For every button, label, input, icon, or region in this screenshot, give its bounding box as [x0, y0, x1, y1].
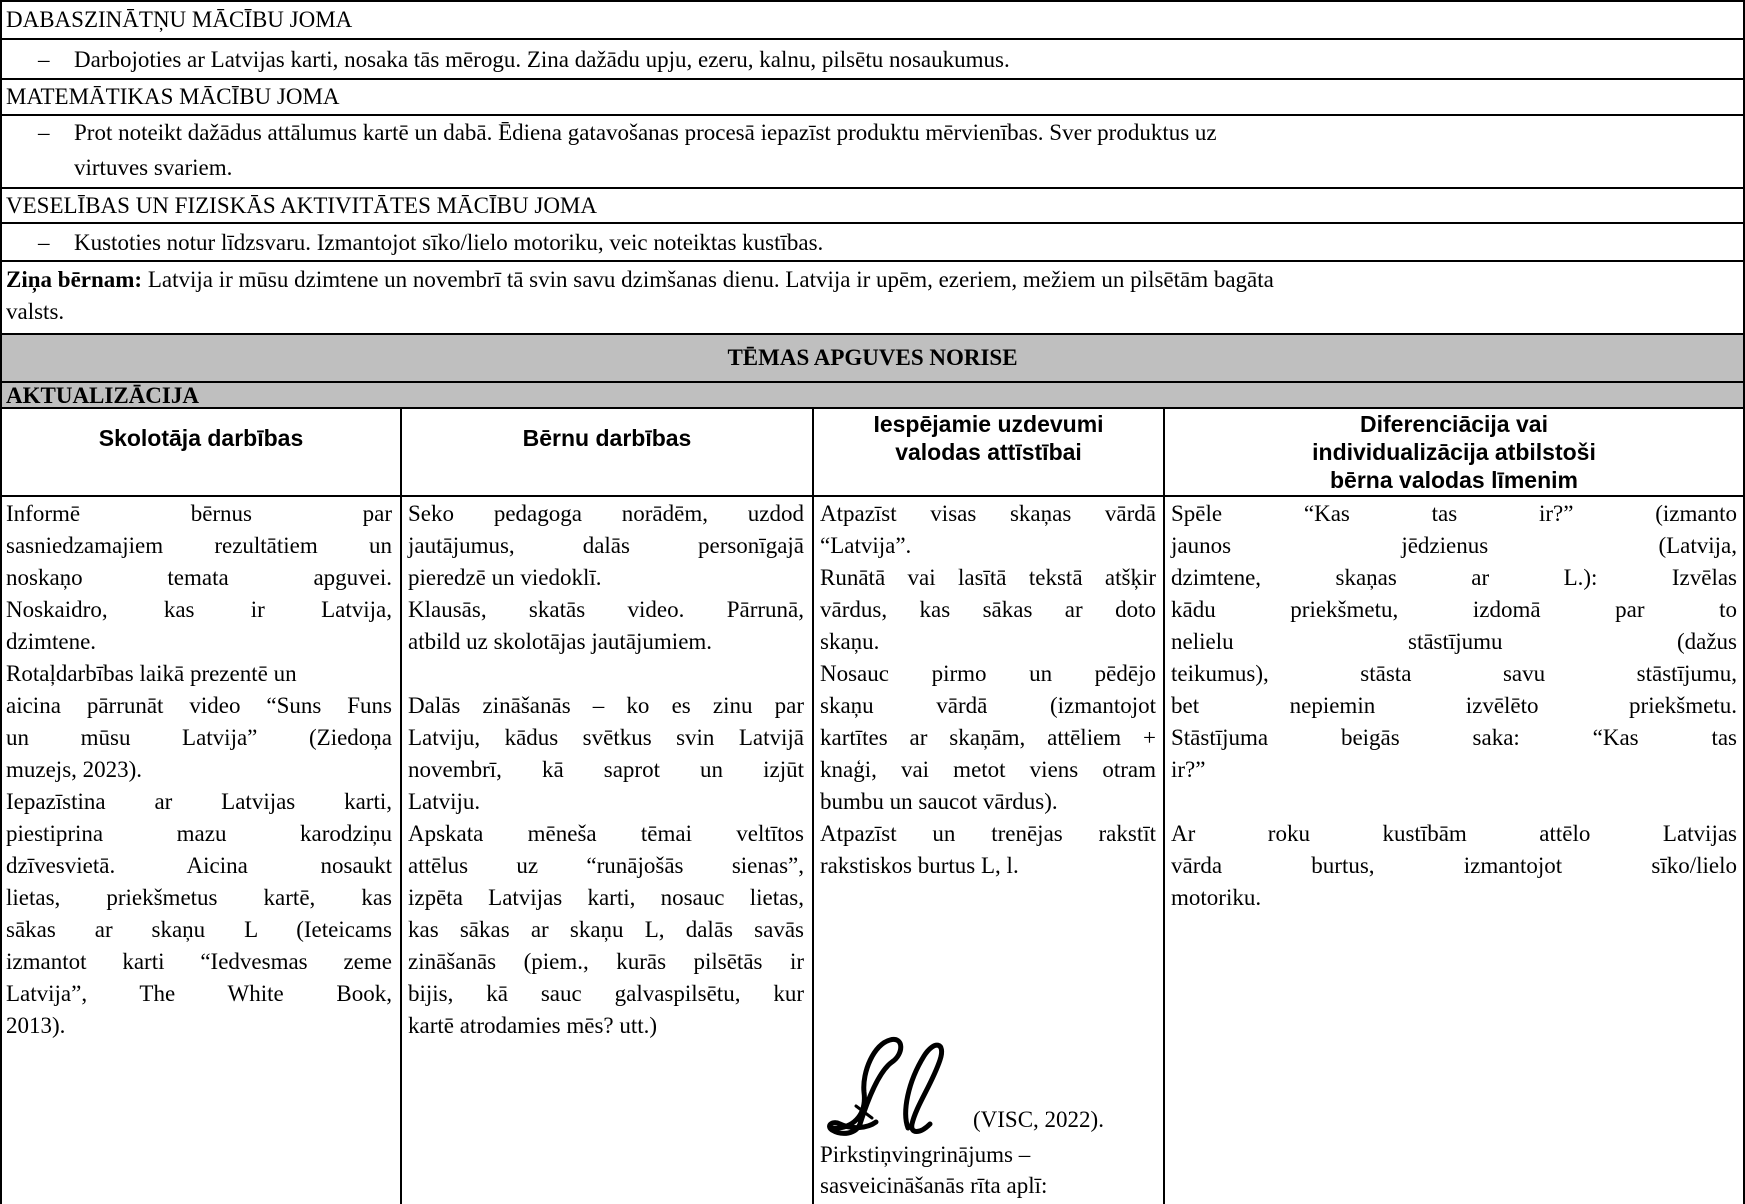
cell-line: Noskaidro, kas ir Latvija, [6, 597, 392, 622]
cell-line [1171, 786, 1737, 818]
cell-line: teikumus), stāsta savu stāstījumu, [1171, 661, 1737, 686]
message-line-1 [6, 264, 1274, 296]
cell-line: “Latvija”. [820, 533, 912, 558]
message-line-2: valsts. [6, 299, 65, 324]
message-text: Latvija ir mūsu dzimtene un novembrī tā svin savu dzimšanas dienu. Latvija ir upēm, ezeriem, mežiem un pilsētām bagāta [142, 267, 1274, 292]
row-divider [0, 222, 1745, 224]
cell-line: Latviju. [408, 789, 481, 814]
cell-line: Ar roku kustībām attēlo Latvijas [1171, 821, 1737, 846]
cell-line: Runātā vai lasītā tekstā atšķir [820, 565, 1156, 590]
cell-line: rakstiskos burtus L, l. [820, 853, 1019, 878]
cell-line: bumbu un saucot vārdus). [820, 789, 1058, 814]
cell-line: zināšanās (piem., kurās pilsētās ir [408, 949, 804, 974]
section-heading-mathematics: MATEMĀTIKAS MĀCĪBU JOMA [6, 84, 340, 109]
cell-line: un mūsu Latvija” (Ziedoņa [6, 725, 392, 750]
phase-header-bg [2, 383, 1743, 407]
cell-line: aicina pārrunāt video “Suns Funs [6, 693, 392, 718]
section-heading-natural-sciences: DABASZINĀTŅU MĀCĪBU JOMA [6, 7, 353, 32]
differentiation-cell [1171, 498, 1737, 914]
cell-line: ir?” [1171, 757, 1206, 782]
cell-line: jautājumus, dalās personīgajā [408, 533, 804, 558]
cell-line: izmantot karti “Iedvesmas zeme [6, 949, 392, 974]
column-header-line: Diferenciācija vai [1360, 411, 1548, 437]
section-bullet-line: Darbojoties ar Latvijas karti, nosaka tās mērogu. Zina dažādu upju, ezeru, kalnu, pilsētu nosaukumus. [74, 47, 1010, 72]
cell-line: motoriku. [1171, 885, 1262, 910]
cell-line: noskaņo temata apguvei. [6, 565, 392, 590]
cell-line: Iepazīstina ar Latvijas karti, [6, 789, 392, 814]
cell-line: Atpazīst un trenējas rakstīt [820, 821, 1156, 846]
cell-line: Informē bērnus par [6, 501, 392, 526]
column-header-line: bērna valodas līmenim [1330, 467, 1578, 493]
cell-line: atbild uz skolotājas jautājumiem. [408, 629, 713, 654]
cell-line: Rotaļdarbības laikā prezentē un [6, 661, 297, 686]
theme-header: TĒMAS APGUVES NORISE [727, 345, 1018, 370]
column-header-line: Skolotāja darbības [98, 425, 304, 451]
row-divider [0, 38, 1745, 40]
cell-line: vārdus, kas sākas ar doto [820, 597, 1156, 622]
cell-line: Spēle “Kas tas ir?” (izmanto [1171, 501, 1737, 526]
cell-line: Apskata mēneša tēmai veltītos [408, 821, 804, 846]
cell-line: sasniedzamajiem rezultātiem un [6, 533, 392, 558]
bullet-dash: – [38, 230, 50, 255]
column-header-teacher [2, 424, 400, 452]
column-divider [1163, 407, 1165, 1204]
cell-line: skaņu vārdā (izmantojot [820, 693, 1156, 718]
cell-line: Klausās, skatās video. Pārrunā, [408, 597, 804, 622]
section-bullet-line: Prot noteikt dažādus attālumus kartē un dabā. Ēdiena gatavošanas procesā iepazīst produktu mērvienības. Sver produktus uz [74, 120, 1217, 145]
cell-line: muzejs, 2023). [6, 757, 143, 782]
cell-line: skaņu. [820, 629, 880, 654]
image-citation: (VISC, 2022). [973, 1107, 1104, 1132]
cell-line: kartē atrodamies mēs? utt.) [408, 1013, 658, 1038]
cell-line: bijis, kā sauc galvaspilsētu, kur [408, 981, 804, 1006]
cell-line: jaunos jēdzienus (Latvija, [1171, 533, 1737, 558]
cell-line: dzimtene, skaņas ar L.): Izvēlas [1171, 565, 1737, 590]
cell-line: kas sākas ar skaņu L, dalās savās [408, 917, 804, 942]
cell-line: dzīvesvietā. Aicina nosaukt [6, 853, 392, 878]
cell-line: vārda burtus, izmantojot sīko/lielo [1171, 853, 1737, 878]
column-header-line: valodas attīstībai [895, 439, 1082, 465]
column-header-language-tasks [814, 410, 1163, 466]
cell-line: sākas ar skaņu L (Ieteicams [6, 917, 392, 942]
cursive-letter-l-image [812, 1032, 962, 1142]
cell-line: Seko pedagoga norādēm, uzdod [408, 501, 804, 526]
cell-line: sasveicināšanās rīta aplī: [820, 1173, 1048, 1198]
cell-line: Atpazīst visas skaņas vārdā [820, 501, 1156, 526]
section-bullet-line: Kustoties notur līdzsvaru. Izmantojot sīko/lielo motoriku, veic noteiktas kustības. [74, 230, 824, 255]
cell-line: attēlus uz “runājošās sienas”, [408, 853, 804, 878]
cell-line: nelielu stāstījumu (dažus [1171, 629, 1737, 654]
row-divider [0, 407, 1745, 409]
row-divider [0, 187, 1745, 189]
bullet-dash: – [38, 47, 50, 72]
cell-line: dzimtene. [6, 629, 97, 654]
phase-header: AKTUALIZĀCIJA [6, 383, 199, 408]
language-tasks-cell [820, 498, 1156, 882]
column-header-line: Iespējamie uzdevumi [873, 411, 1104, 437]
bullet-dash: – [38, 120, 50, 145]
teacher-activities-cell [6, 498, 392, 1042]
cell-line: Latviju, kādus svētkus svin Latvijā [408, 725, 804, 750]
cell-line: Stāstījuma beigās saka: “Kas tas [1171, 725, 1737, 750]
cell-line: Pirkstiņvingrinājums – [820, 1142, 1031, 1167]
cell-line: pieredzē un viedoklī. [408, 565, 602, 590]
column-divider [400, 407, 402, 1204]
cell-line: novembrī, kā saprot un izjūt [408, 757, 804, 782]
cell-line: lietas, priekšmetus kartē, kas [6, 885, 392, 910]
section-bullet-line: virtuves svariem. [74, 155, 233, 180]
column-header-children [402, 424, 812, 452]
row-divider [0, 114, 1745, 116]
cell-line: bet nepiemin izvēlēto priekšmetu. [1171, 693, 1737, 718]
table-top-border [0, 0, 1745, 2]
cell-line: izpēta Latvijas karti, nosauc lietas, [408, 885, 804, 910]
cell-line: piestiprina mazu karodziņu [6, 821, 392, 846]
row-divider [0, 495, 1745, 497]
cell-line: Dalās zināšanās – ko es zinu par [408, 693, 804, 718]
message-label: Ziņa bērnam: [6, 267, 143, 292]
cell-line: 2013). [6, 1013, 66, 1038]
row-divider [0, 78, 1745, 80]
cell-line: kādu priekšmetu, izdomā par to [1171, 597, 1737, 622]
children-activities-cell [408, 498, 804, 1042]
section-heading-health-physical: VESELĪBAS UN FIZISKĀS AKTIVITĀTES MĀCĪBU JOMA [6, 193, 597, 218]
cell-line [408, 658, 804, 690]
column-header-line: individualizācija atbilstoši [1312, 439, 1596, 465]
row-divider [0, 260, 1745, 262]
cell-line: kartītes ar skaņām, attēliem + [820, 725, 1156, 750]
column-header-line: Bērnu darbības [522, 425, 692, 451]
column-header-differentiation [1165, 410, 1743, 494]
cell-line: Nosauc pirmo un pēdējo [820, 661, 1156, 686]
cell-line: Latvija”, The White Book, [6, 981, 392, 1006]
cell-line: knaģi, vai metot viens otram [820, 757, 1156, 782]
